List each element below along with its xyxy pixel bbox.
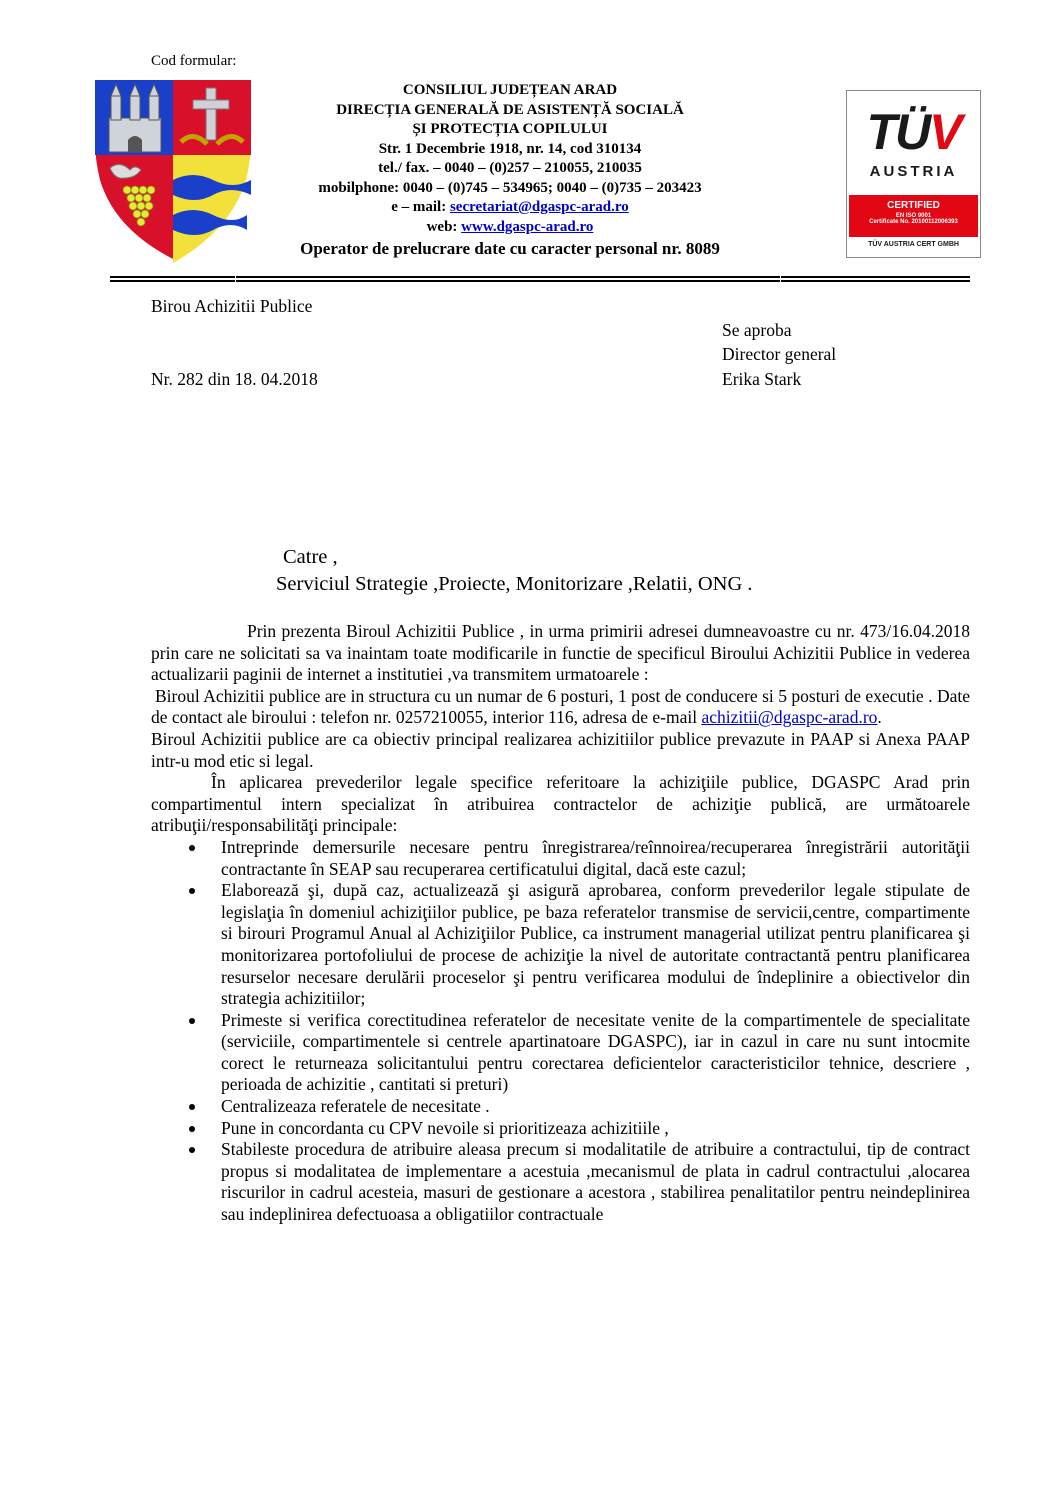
bullet-icon: [189, 845, 195, 851]
tuv-country: AUSTRIA: [869, 163, 958, 180]
certification-panel: [849, 195, 978, 237]
recipient-block: [276, 544, 753, 598]
recipient-to: Catre ,: [283, 546, 338, 568]
org-mobile: mobilphone: 0040 – (0)745 – 534965; 0040 – (0)735 – 203423: [318, 179, 702, 196]
bullet-icon: [189, 1018, 195, 1024]
list-item: Intreprinde demersurile necesare pentru înregistrarea/reînnoirea/recuperarea înregistrării autorităţii contractante în SEAP sau recuperarea certificatului digital, dacă este cazul;: [211, 837, 970, 880]
form-code-label: Cod formular:: [151, 53, 237, 69]
org-name: CONSILIUL JUDEȚEAN ARAD: [402, 82, 618, 98]
paragraph-responsibilities: În aplicarea prevederilor legale specifice referitoare la achiziţiile publice, DGASPC Arad prin compartimentul intern specializat în atribuirea contractelor de achiziţie publică, are următoarele atribuţii/responsabilităţi principale:: [151, 772, 970, 836]
procurement-email-link[interactable]: achizitii@dgaspc-arad.ro: [701, 707, 878, 728]
bullet-icon: [189, 1104, 195, 1110]
org-web-line: [250, 218, 770, 238]
web-link[interactable]: www.dgaspc-arad.ro: [461, 218, 594, 235]
county-coat-of-arms-icon: [95, 80, 255, 265]
org-directorate: DIRECȚIA GENERALĂ DE ASISTENȚĂ SOCIALĂ: [336, 101, 684, 118]
web-label: web:: [426, 218, 462, 235]
responsibilities-list: [151, 837, 970, 1226]
registration-number: Nr. 282 din 18. 04.2018: [151, 369, 318, 389]
paragraph-objective: Biroul Achizitii publice are ca obiectiv principal realizarea achizitiilor publice prevazute in PAAP si Anexa PAAP intr-u mod etic si legal.: [151, 728, 970, 771]
tuv-certification-badge: [846, 90, 981, 258]
bullet-icon: [189, 1126, 195, 1132]
letterhead: [250, 81, 770, 261]
tuv-logo-icon: TÜV: [866, 104, 961, 160]
approval-line-2: Director general: [722, 344, 837, 364]
recipient-name: Serviciul Strategie ,Proiecte, Monitorizare ,Relatii, ONG .: [276, 573, 753, 595]
org-address: Str. 1 Decembrie 1918, nr. 14, cod 310134: [378, 140, 642, 157]
certified-label: CERTIFIED: [887, 200, 940, 211]
approval-line-1: Se aproba: [722, 320, 792, 340]
org-phone: tel./ fax. – 0040 – (0)257 – 210055, 210035: [378, 160, 642, 176]
list-item: Primeste si verifica corectitudinea referatelor de necesitate venite de la compartimentele de specialitate (serviciile, compartimentele si centrele apartinatoare DGASPC), iar in cazul in care nu sunt intocmite corect le returneaza solicitantului pentru corectarea deficientelor caracteristicilor tehnice, descriere , perioada de achizitie , cantitati si preturi): [211, 1010, 970, 1096]
org-directorate-cont: ȘI PROTECȚIA COPILULUI: [412, 121, 608, 137]
paragraph-intro: Prin prezenta Biroul Achizitii Publice , in urma primirii adresei dumneavoastre cu nr. 473/16.04.2018 prin care ne solicitati sa va inaintam toate modificarile in functie de specificul Biroului Achizitii Publice in vederea actualizarii paginii de internet a institutiei ,va transmitem urmatoarele :: [151, 621, 970, 685]
certification-issuer: TÜV AUSTRIA CERT GMBH: [868, 241, 959, 248]
paragraph-structure: Biroul Achizitii publice are in structura cu un numar de 6 posturi, 1 post de conducere si 5 posturi de executie . Date de contact ale biroului : telefon nr. 0257210055, interior 116, adresa de e-mail achizitii@dgaspc-arad.ro.: [151, 685, 970, 728]
letter-body: [151, 621, 970, 1226]
header-divider: [110, 276, 970, 282]
iso-standard: EN ISO 9001: [895, 213, 932, 219]
list-item: Elaborează şi, după caz, actualizează şi asigură aprobarea, conform prevederilor legale stipulate de legislaţia în domeniul achiziţiilor publice, pe baza referatelor transmise de servicii,centre, compartimente si birouri Programul Anual al Achiziţiilor Publice, ca instrument managerial utilizat pentru planificarea şi monitorizarea portofoliului de procese de achiziţie la nivel de autoritate contractantă pentru planificarea resurselor necesare derulării proceselor şi pentru verificarea modului de îndeplinire a obiectivelor din strategia achizitiilor;: [211, 880, 970, 1010]
list-item: Stabileste procedura de atribuire aleasa precum si modalitatile de atribuire a contractului, tip de contract propus si modalitatea de implementare a acestuia ,mecanismul de plata in cadrul contractului ,alocarea riscurilor in cadrul acesteia, masuri de gestionare a acestora , stabilirea penalitatilor pentru neindeplinirea sau indeplinirea defectuoasa a obligatiilor contractuale: [211, 1139, 970, 1225]
list-item: Pune in concordanta cu CPV nevoile si prioritizeaza achizitiile ,: [211, 1118, 970, 1140]
approver-name: Erika Stark: [722, 369, 802, 389]
certificate-number: Certificate No. 20100112006393: [869, 219, 958, 225]
list-item: Centralizeaza referatele de necesitate .: [211, 1096, 970, 1118]
email-label: e – mail:: [391, 199, 450, 215]
email-link[interactable]: secretariat@dgaspc-arad.ro: [449, 199, 629, 215]
org-email-line: [250, 198, 770, 218]
bullet-icon: [189, 1147, 195, 1153]
department-name: Birou Achizitii Publice: [151, 296, 313, 316]
bullet-icon: [189, 888, 195, 894]
operator-line: Operator de prelucrare date cu caracter personal nr. 8089: [300, 239, 720, 258]
